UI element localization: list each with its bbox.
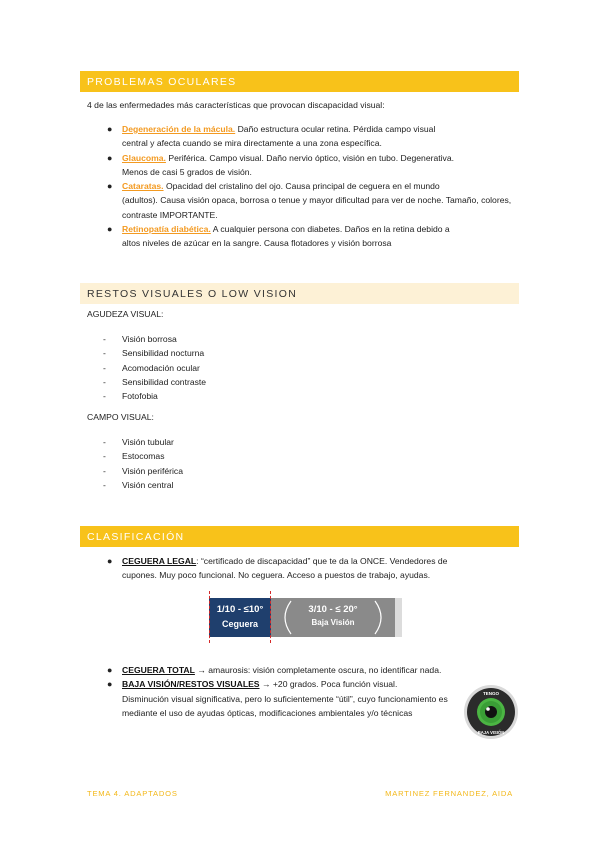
- list-item: [103, 478, 183, 492]
- class-desc: → +20 grados. Poca función visual.: [259, 679, 398, 690]
- list-item-text: Visión borrosa: [122, 334, 177, 344]
- disease-desc: Opacidad del cristalino del ojo. Causa principal de ceguera en el mundo: [163, 181, 440, 192]
- list-item-text: Visión tubular: [122, 437, 174, 447]
- section-title: PROBLEMAS OCULARES: [87, 75, 237, 88]
- baja-vision-range-label: 3/10 - ≤ 20°: [308, 604, 358, 615]
- list-item: [107, 179, 514, 222]
- badge-top-text: TENGO: [482, 691, 500, 696]
- boundary-line-middle: [270, 591, 271, 643]
- intro-text: 4 de las enfermedades más características que provocan discapacidad visual:: [87, 100, 385, 110]
- open-paren-shape: [285, 601, 291, 634]
- dash-marker: -: [103, 376, 106, 387]
- disease-desc: Periférica. Campo visual. Daño nervio óptico, visión en tubo. Degenerativa.: [165, 152, 454, 163]
- disease-desc: Daño estructura ocular retina. Pérdida campo visual: [235, 124, 436, 134]
- list-item: [107, 151, 514, 180]
- footer-right: MARTINEZ FERNANDEZ, AIDA: [385, 789, 513, 798]
- list-item: [103, 435, 183, 449]
- list-item-text: Sensibilidad contraste: [122, 376, 207, 387]
- class-term: BAJA VISIÓN/RESTOS VISUALES: [122, 679, 260, 690]
- bullet-icon: ●: [107, 124, 113, 134]
- bullet-icon: ●: [107, 556, 113, 566]
- dash-marker: -: [103, 465, 106, 476]
- campo-list: [103, 435, 183, 492]
- disease-term: Cataratas.: [122, 181, 164, 192]
- list-item: [103, 361, 206, 375]
- dash-marker: -: [103, 391, 106, 402]
- section-header-problemas: [80, 71, 519, 92]
- list-item: [103, 464, 183, 478]
- section-title: RESTOS VISUALES O LOW VISION: [87, 287, 298, 300]
- list-item-text: Estocomas: [122, 451, 165, 462]
- dash-marker: -: [103, 334, 106, 344]
- badge-bottom-text: BAJA VISIÓN: [477, 730, 505, 735]
- disease-term: Glaucoma.: [122, 152, 166, 163]
- list-item: [103, 375, 207, 389]
- class-term: CEGUERA LEGAL: [122, 556, 197, 566]
- dash-marker: -: [103, 479, 106, 490]
- section-header-clasificacion: [80, 526, 519, 547]
- class-desc: → amaurosis: visión completamente oscura, no identificar nada.: [194, 665, 442, 675]
- eye-badge-icon: [463, 684, 519, 740]
- list-item: [107, 222, 514, 251]
- class-desc: : “certificado de discapacidad” que te da la ONCE. Vendedores de: [196, 556, 448, 566]
- bullet-icon: ●: [107, 181, 113, 192]
- list-item: [103, 346, 206, 360]
- list-item: [107, 122, 514, 151]
- agudeza-list: [103, 332, 207, 403]
- list-item: [107, 677, 462, 720]
- bullet-icon: ●: [107, 224, 113, 235]
- list-item: [103, 389, 206, 403]
- dash-marker: -: [103, 362, 106, 373]
- baja-vision-label: Baja Visión: [311, 618, 355, 627]
- class-desc-cont: Disminución visual significativa, pero lo suficientemente “útil”, cuyo funcionamiento es mediante el uso de ayudas ópticas, modificaciones ambientales y/o técnicas: [122, 693, 448, 718]
- classification-list-top: [107, 554, 514, 583]
- class-term: CEGUERA TOTAL: [122, 665, 195, 675]
- disease-term: Retinopatía diabética.: [122, 224, 211, 235]
- disease-desc: A cualquier persona con diabetes. Daños en la retina debido a: [210, 224, 450, 235]
- ceguera-range-label: 1/10 - ≤10°: [216, 604, 264, 615]
- campo-label: CAMPO VISUAL:: [87, 412, 154, 422]
- ceguera-label: Ceguera: [221, 619, 258, 629]
- footer-left: TEMA 4. ADAPTADOS: [87, 789, 178, 798]
- dash-marker: -: [103, 348, 106, 359]
- agudeza-label: AGUDEZA VISUAL:: [87, 309, 164, 319]
- parenthesis-decor: [209, 598, 402, 637]
- close-paren-shape: [375, 601, 381, 634]
- bullet-icon: ●: [107, 665, 113, 675]
- bullet-icon: ●: [107, 679, 113, 690]
- class-desc-cont: cupones. Muy poco funcional. No ceguera. Acceso a puestos de trabajo, ayudas.: [122, 570, 431, 581]
- list-item-text: Acomodación ocular: [122, 362, 200, 373]
- disease-desc-cont: Menos de casi 5 grados de visión.: [122, 166, 252, 177]
- section-title: CLASIFICACIÓN: [87, 530, 185, 543]
- disease-desc-cont: altos niveles de azúcar en la sangre. Causa flotadores y visión borrosa: [122, 238, 392, 249]
- list-item-text: Visión central: [122, 479, 174, 490]
- disease-desc-cont: (adultos). Causa visión opaca, borrosa o tenue y mayor dificultad para ver de noche. Tamaño, colores, contraste IMPORTANTE.: [122, 195, 512, 220]
- list-item-text: Visión periférica: [122, 465, 183, 476]
- disease-list: [107, 122, 514, 251]
- list-item: [107, 554, 514, 583]
- section-header-restos: [80, 283, 519, 304]
- dash-marker: -: [103, 437, 106, 447]
- bullet-icon: ●: [107, 152, 113, 163]
- list-item: [103, 449, 183, 463]
- vision-scale-figure: [209, 598, 402, 637]
- dash-marker: -: [103, 451, 106, 462]
- list-item-text: Sensibilidad nocturna: [122, 348, 205, 359]
- disease-desc-cont: central y afecta cuando se mira directamente a una zona específica.: [122, 138, 382, 149]
- disease-term: Degeneración de la mácula.: [122, 124, 236, 134]
- list-item: [107, 663, 462, 677]
- list-item-text: Fotofobia: [122, 391, 158, 402]
- boundary-line-left: [209, 591, 210, 643]
- list-item: [103, 332, 206, 346]
- classification-list-bottom: [107, 663, 462, 720]
